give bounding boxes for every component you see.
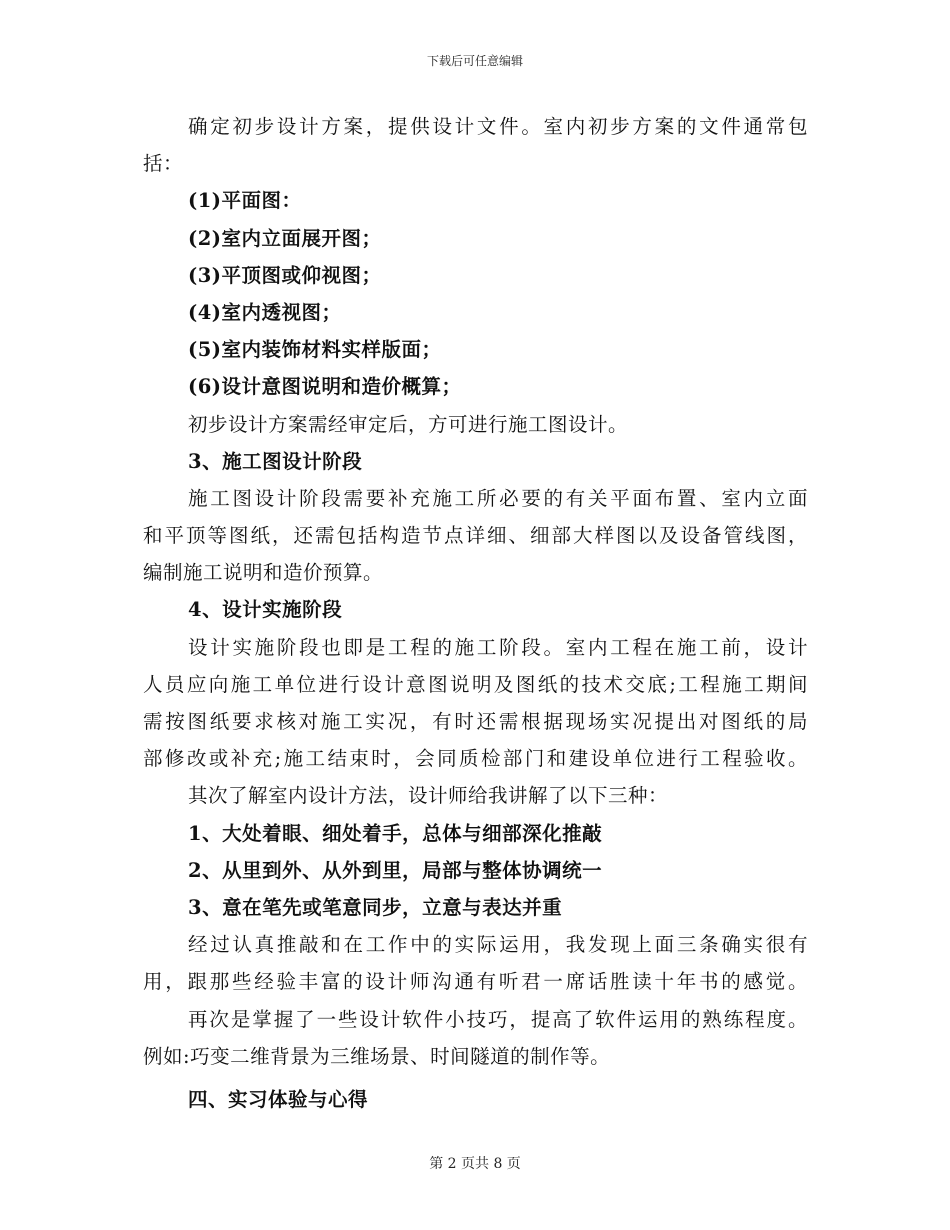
paragraph-line: 初步设计方案需经审定后，方可进行施工图设计。 <box>188 412 629 436</box>
paragraph-line: 人员应向施工单位进行设计意图说明及图纸的技术交底;工程施工期间 <box>143 672 808 696</box>
list-item: (3)平顶图或仰视图； <box>188 263 382 287</box>
list-item: (4)室内透视图； <box>188 300 342 324</box>
paragraph-line: 再次是掌握了一些设计软件小技巧，提高了软件运用的熟练程度。 <box>188 1007 808 1031</box>
list-item: (6)设计意图说明和造价概算； <box>188 375 462 399</box>
paragraph-line: 其次了解室内设计方法，设计师给我讲解了以下三种： <box>188 784 669 808</box>
paragraph-line: 和平顶等图纸，还需包括构造节点详细、细部大样图以及设备管线图， <box>143 524 808 548</box>
section-heading: 3、施工图设计阶段 <box>188 449 363 473</box>
section-heading: 4、设计实施阶段 <box>188 598 343 622</box>
paragraph-line: 需按图纸要求核对施工实况，有时还需根据现场实况提出对图纸的局 <box>143 710 808 733</box>
paragraph-line: 部修改或补充;施工结束时，会同质检部门和建设单位进行工程验收。 <box>143 747 808 771</box>
list-item: (5)室内装饰材料实样版面； <box>188 338 442 362</box>
page-footer: 第 2 页共 8 页 <box>429 1156 521 1172</box>
paragraph-line: 例如:巧变二维背景为三维场景、时间隧道的制作等。 <box>143 1044 611 1068</box>
paragraph-line: 确定初步设计方案，提供设计文件。室内初步方案的文件通常包 <box>188 115 808 138</box>
paragraph-line: 用，跟那些经验丰富的设计师沟通有听君一席话胜读十年书的感觉。 <box>143 970 808 994</box>
method-item: 1、大处着眼、细处着手，总体与细部深化推敲 <box>188 821 603 845</box>
section-heading: 四、实习体验与心得 <box>188 1087 369 1111</box>
list-item: (2)室内立面展开图； <box>188 226 382 250</box>
paragraph-line: 设计实施阶段也即是工程的施工阶段。室内工程在施工前，设计 <box>188 635 808 659</box>
document-body <box>143 108 808 1118</box>
paragraph-line: 经过认真推敲和在工作中的实际运用，我发现上面三条确实很有 <box>188 933 808 957</box>
page-header: 下载后可任意编辑 <box>426 54 523 68</box>
paragraph-line: 括： <box>143 152 184 176</box>
method-item: 2、从里到外、从外到里，局部与整体协调统一 <box>188 858 603 882</box>
paragraph-line: 编制施工说明和造价预算。 <box>143 561 384 585</box>
method-item: 3、意在笔先或笔意同步，立意与表达并重 <box>188 895 563 919</box>
paragraph-line: 施工图设计阶段需要补充施工所必要的有关平面布置、室内立面 <box>188 486 808 510</box>
list-item: (1)平面图： <box>188 189 302 213</box>
